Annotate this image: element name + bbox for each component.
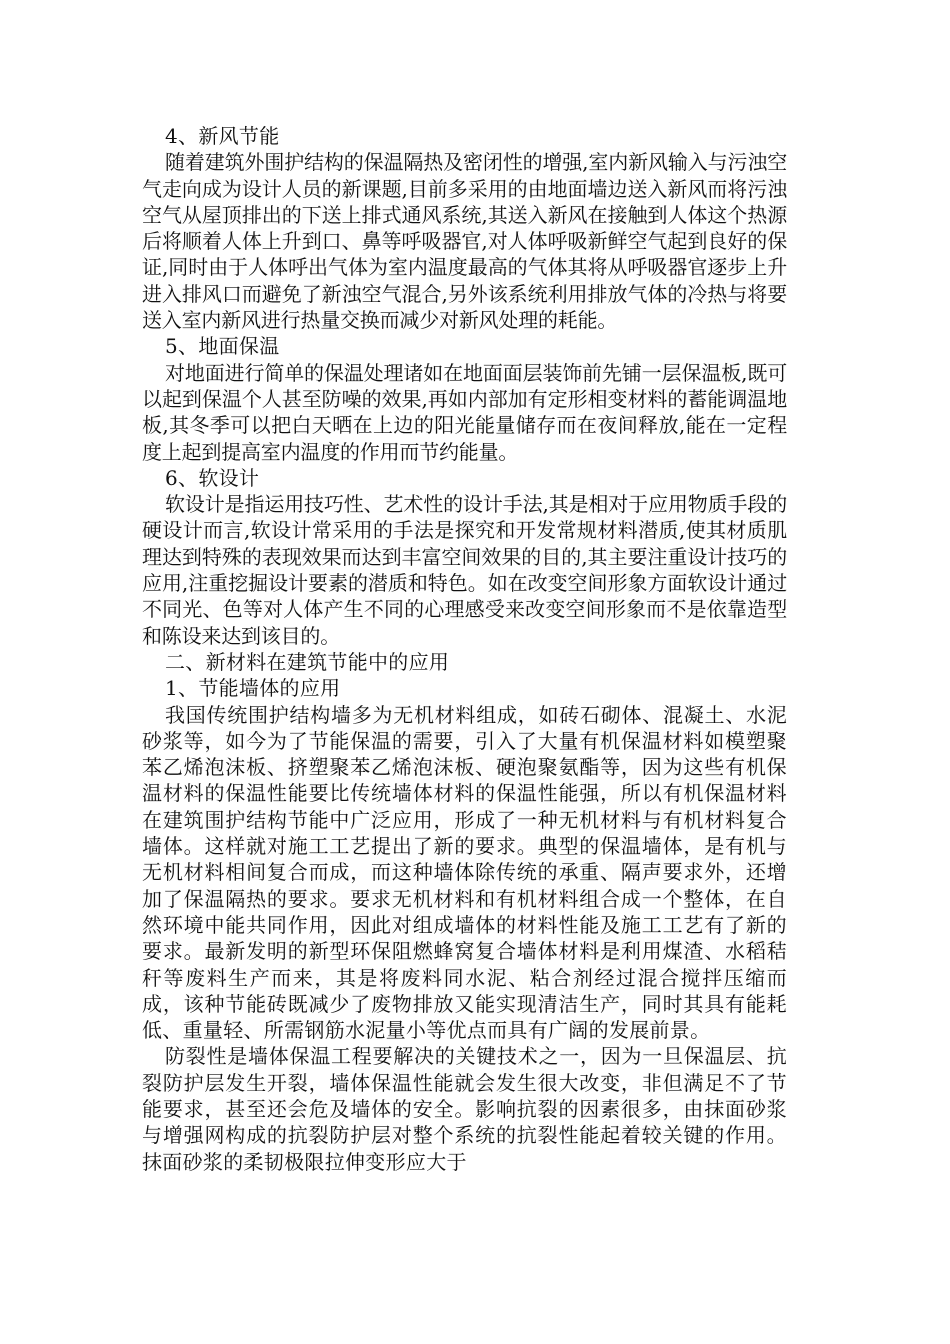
chapter-heading-new-materials: 二、新材料在建筑节能中的应用 [165,649,450,674]
section-heading-fresh-air: 4、新风节能 [165,124,280,148]
paragraph-crack-resistance: 防裂性是墙体保温工程要解决的关键技术之一，因为一旦保温层、抗裂防护层发生开裂，墙体保温性能就会发生很大改变，非但满足不了节能要求，甚至还会危及墙体的安全。影响抗裂的因素很多，由抹面砂浆与增强网构成的抗裂防护层对整个系统的抗裂性能起着较关键的作用。抹面砂浆的柔韧极限拉伸变形应大于 [142,1044,787,1174]
paragraph-soft-design: 软设计是指运用技巧性、艺术性的设计手法,其是相对于应用物质手段的硬设计而言,软设计常采用的手法是探究和开发常规材料潜质,使其材质肌理达到特殊的表现效果而达到丰富空间效果的目的,其主要注重设计技巧的应用,注重挖掘设计要素的潜质和特色。如在改变空间形象方面软设计通过不同光、色等对人体产生不同的心理感受来改变空间形象而不是依靠造型和陈设来达到该目的。 [142,492,787,648]
document-page [142,123,787,1175]
section-heading-energy-saving-walls: 1、节能墙体的应用 [165,676,341,701]
section-heading-floor-insulation: 5、地面保温 [165,334,280,359]
paragraph-fresh-air: 随着建筑外围护结构的保温隔热及密闭性的增强,室内新风输入与污浊空气走向成为设计人员的新课题,目前多采用的由地面墙边送入新风而将污浊空气从屋顶排出的下送上排式通风系统,其送入新风在接触到人体这个热源后将顺着人体上升到口、鼻等呼吸器官,对人体呼吸新鲜空气起到良好的保证,同时由于人体呼出气体为室内温度最高的气体其将从呼吸器官逐步上升进入排风口而避免了新浊空气混合,另外该系统利用排放气体的冷热与将要送入室内新风进行热量交换而减少对新风处理的耗能。 [142,150,787,333]
paragraph-floor-insulation: 对地面进行简单的保温处理诸如在地面面层装饰前先铺一层保温板,既可以起到保温个人甚至防噪的效果,再如内部加有定形相变材料的蓄能调温地板,其冬季可以把白天晒在上边的阳光能量储存而在夜间释放,能在一定程度上起到提高室内温度的作用而节约能量。 [142,360,787,464]
paragraph-energy-saving-walls: 我国传统围护结构墙多为无机材料组成，如砖石砌体、混凝土、水泥砂浆等，如今为了节能保温的需要，引入了大量有机保温材料如模塑聚苯乙烯泡沫板、挤塑聚苯乙烯泡沫板、硬泡聚氨酯等，因为这些有机保温材料的保温性能要比传统墙体材料的保温性能强，所以有机保温材料在建筑围护结构节能中广泛应用，形成了一种无机材料与有机材料复合墙体。这样就对施工工艺提出了新的要求。典型的保温墙体，是有机与无机材料相间复合而成，而这种墙体除传统的承重、隔声要求外，还增加了保温隔热的要求。要求无机材料和有机材料组合成一个整体，在自然环境中能共同作用，因此对组成墙体的材料性能及施工工艺有了新的要求。最新发明的新型环保阻燃蜂窝复合墙体材料是利用煤渣、水稻秸秆等废料生产而来，其是将废料同水泥、粘合剂经过混合搅拌压缩而成，该种节能砖既减少了废物排放又能实现清洁生产，同时其具有能耗低、重量轻、所需钢筋水泥量小等优点而具有广阔的发展前景。 [142,702,787,1043]
section-heading-soft-design: 6、软设计 [165,465,260,490]
